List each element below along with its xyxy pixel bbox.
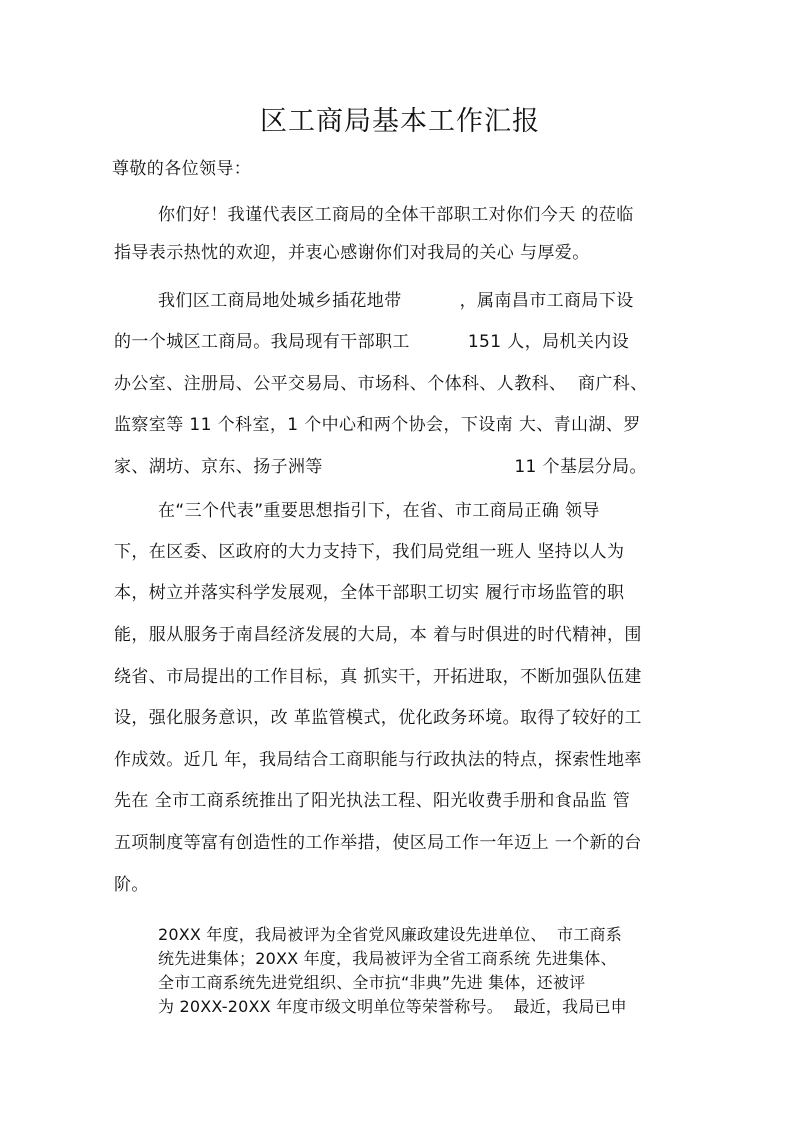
- paragraph-1-line-2: 指导表示热忱的欢迎，并衷心感谢你们对我局的关心 与厚爱。: [114, 243, 590, 263]
- paragraph-2-line-5: 家、湖坊、京东、扬子洲等 11 个基层分局。: [114, 457, 647, 477]
- salutation: 尊敬的各位领导：: [112, 159, 252, 179]
- paragraph-2-line-3: 办公室、注册局、公平交易局、市场科、个体科、人教科、 商广科、: [114, 374, 648, 394]
- paragraph-4-line-4: 为 20XX-20XX 年度市级文明单位等荣誉称号。 最近，我局已申: [158, 997, 627, 1016]
- paragraph-3-line-5: 绕省、市局提出的工作目标，真 抓实干，开拓进取，不断加强队伍建: [114, 667, 642, 687]
- paragraph-3-line-2: 下，在区委、区政府的大力支持下，我们局党组一班人 坚持以人为: [114, 542, 625, 562]
- paragraph-3-line-1: 在“三个代表”重要思想指引下，在省、市工商局正确 领导: [158, 501, 600, 521]
- paragraph-2-line-2: 的一个城区工商局。我局现有干部职工 151 人，局机关内设: [114, 332, 630, 352]
- paragraph-3-line-9: 五项制度等富有创造性的工作举措，使区局工作一年迈上 一个新的台: [114, 833, 642, 853]
- paragraph-2-line-1: 我们区工商局地处城乡插花地带 ，属南昌市工商局下设: [158, 291, 634, 311]
- paragraph-3-line-10: 阶。: [114, 875, 149, 895]
- paragraph-4-line-3: 全市工商系统先进党组织、全市抗“非典”先进 集体，还被评: [158, 973, 586, 992]
- paragraph-1-line-1: 你们好！我谨代表区工商局的全体干部职工对你们今天 的莅临: [158, 205, 634, 225]
- paragraph-3-line-4: 能，服从服务于南昌经济发展的大局，本 着与时俱进的时代精神，围: [114, 625, 642, 645]
- paragraph-3-line-8: 先在 全市工商系统推出了阳光执法工程、阳光收费手册和食品监 管: [114, 791, 631, 811]
- paragraph-3-line-7: 作成效。近几 年，我局结合工商职能与行政执法的特点，探索性地率: [114, 750, 642, 770]
- paragraph-2-line-4: 监察室等 11 个科室，1 个中心和两个协会，下设南 大、青山湖、罗: [114, 415, 641, 435]
- paragraph-4-line-1: 20XX 年度，我局被评为全省党风廉政建设先进单位、 市工商系: [158, 925, 622, 944]
- document-title: 区工商局基本工作汇报: [260, 106, 540, 137]
- paragraph-3-line-3: 本，树立并落实科学发展观，全体干部职工切实 履行市场监管的职: [114, 583, 625, 603]
- paragraph-3-line-6: 设，强化服务意识，改 革监管模式，优化政务环境。取得了较好的工: [114, 708, 642, 728]
- paragraph-4-line-2: 统先进集体；20XX 年度，我局被评为全省工商系统 先进集体、: [158, 949, 617, 968]
